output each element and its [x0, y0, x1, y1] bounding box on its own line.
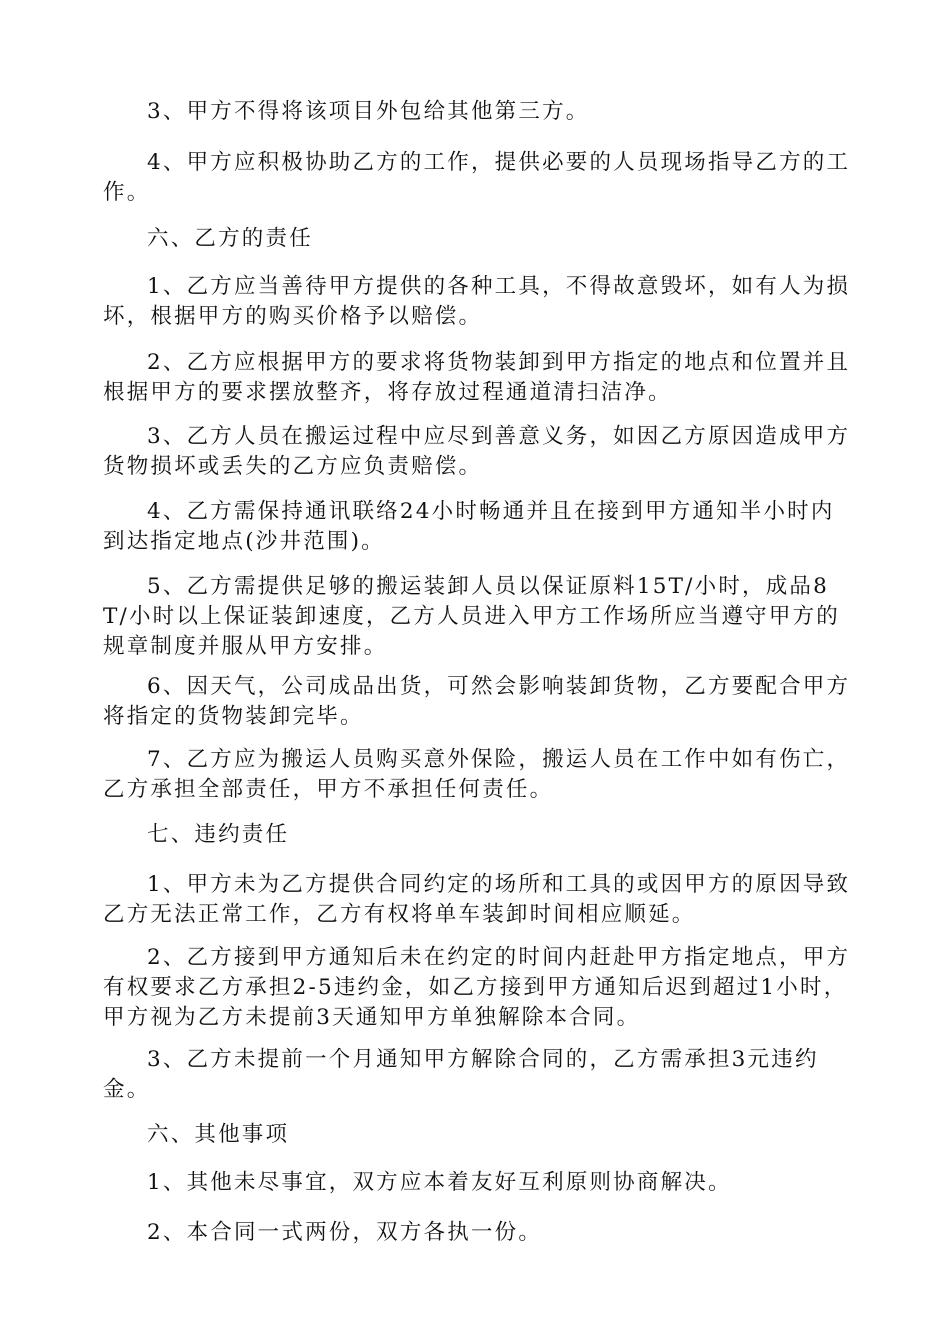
clause-b7-insurance: 7、乙方应为搬运人员购买意外保险，搬运人员在工作中如有伤亡，乙方承担全部责任，甲方不承担任何责任。 — [103, 747, 851, 802]
clause-b1-tools: 1、乙方应当善待甲方提供的各种工具，不得故意毁坏，如有人为损坏，根据甲方的购买价格予以赔偿。 — [103, 274, 851, 329]
clause-a4-assist: 4、甲方应积极协助乙方的工作，提供必要的人员现场指导乙方的工作。 — [103, 150, 851, 205]
clause-c3-termination: 3、乙方未提前一个月通知甲方解除合同的，乙方需承担3元违约金。 — [103, 1047, 819, 1102]
section-heading-breach: 七、违约责任 — [147, 822, 290, 847]
clause-a3-no-subcontract: 3、甲方不得将该项目外包给其他第三方。 — [147, 99, 590, 124]
clause-b6-weather: 6、因天气，公司成品出货，可然会影响装卸货物，乙方要配合甲方将指定的货物装卸完毕。 — [103, 674, 851, 729]
clause-d1-negotiation: 1、其他未尽事宜，双方应本着友好互利原则协商解决。 — [147, 1170, 732, 1195]
clause-b4-communication: 4、乙方需保持通讯联络24小时畅通并且在接到甲方通知半小时内到达指定地点(沙井范围)。 — [103, 499, 835, 554]
clause-c2-party-b-late: 2、乙方接到甲方通知后未在约定的时间内赶赴甲方指定地点，甲方有权要求乙方承担2-5违约金，如乙方接到甲方通知后迟到超过1小时，甲方视为乙方未提前3天通知甲方单独解除本合同。 — [103, 945, 851, 1030]
section-heading-party-b-duties: 六、乙方的责任 — [147, 226, 313, 251]
clause-d2-copies: 2、本合同一式两份，双方各执一份。 — [147, 1220, 543, 1245]
clause-b5-staffing: 5、乙方需提供足够的搬运装卸人员以保证原料15T/小时，成品8T/小时以上保证装卸速度，乙方人员进入甲方工作场所应当遵守甲方的规章制度并服从甲方安排。 — [103, 574, 840, 659]
clause-b2-placement: 2、乙方应根据甲方的要求将货物装卸到甲方指定的地点和位置并且根据甲方的要求摆放整齐，将存放过程通道清扫洁净。 — [103, 350, 851, 405]
clause-b3-duty-of-care: 3、乙方人员在搬运过程中应尽到善意义务，如因乙方原因造成甲方货物损坏或丢失的乙方应负责赔偿。 — [103, 424, 851, 479]
clause-c1-party-a-breach: 1、甲方未为乙方提供合同约定的场所和工具的或因甲方的原因导致乙方无法正常工作，乙方有权将单车装卸时间相应顺延。 — [103, 872, 851, 927]
section-heading-other-matters: 六、其他事项 — [147, 1122, 290, 1147]
